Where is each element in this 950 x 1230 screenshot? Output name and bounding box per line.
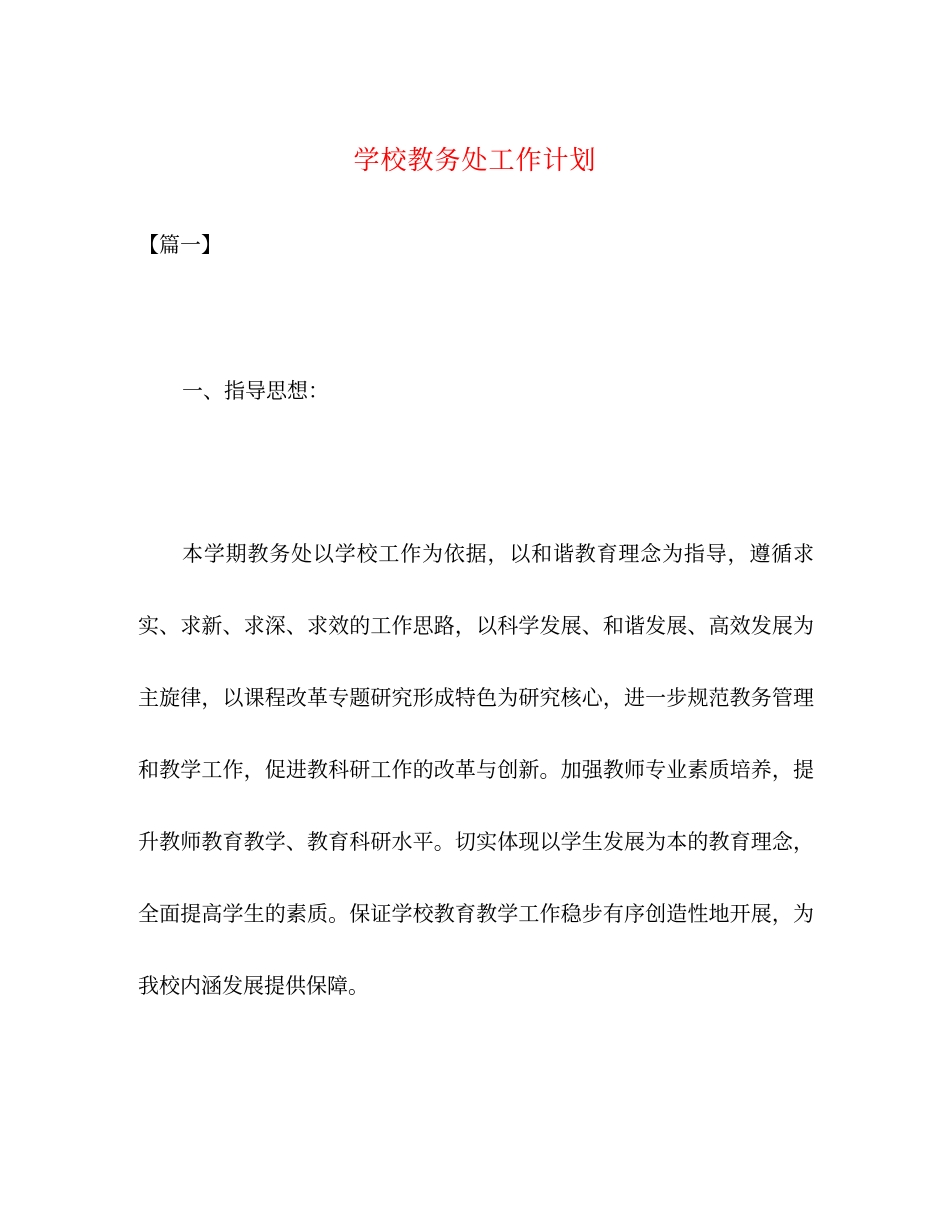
document-title: 学校教务处工作计划 (353, 146, 597, 176)
section-heading: 一、指导思想： (182, 379, 329, 403)
body-paragraph: 本学期教务处以学校工作为依据，以和谐教育理念为指导，遵循求实、求新、求深、求效的工作思路，以科学发展、和谐发展、高效发展为主旋律，以课程改革专题研究形成特色为研究核心，进一步规范教务管理和教学工作，促进教科研工作的改革与创新。加强教师专业素质培养，提升教师教育教学、教育科研水平。切实体现以学生发展为本的教育理念，全面提高学生的素质。保证学校教育教学工作稳步有序创造性地开展，为我校内涵发展提供保障。 (138, 542, 814, 998)
section-label: 【篇一】 (138, 233, 222, 257)
